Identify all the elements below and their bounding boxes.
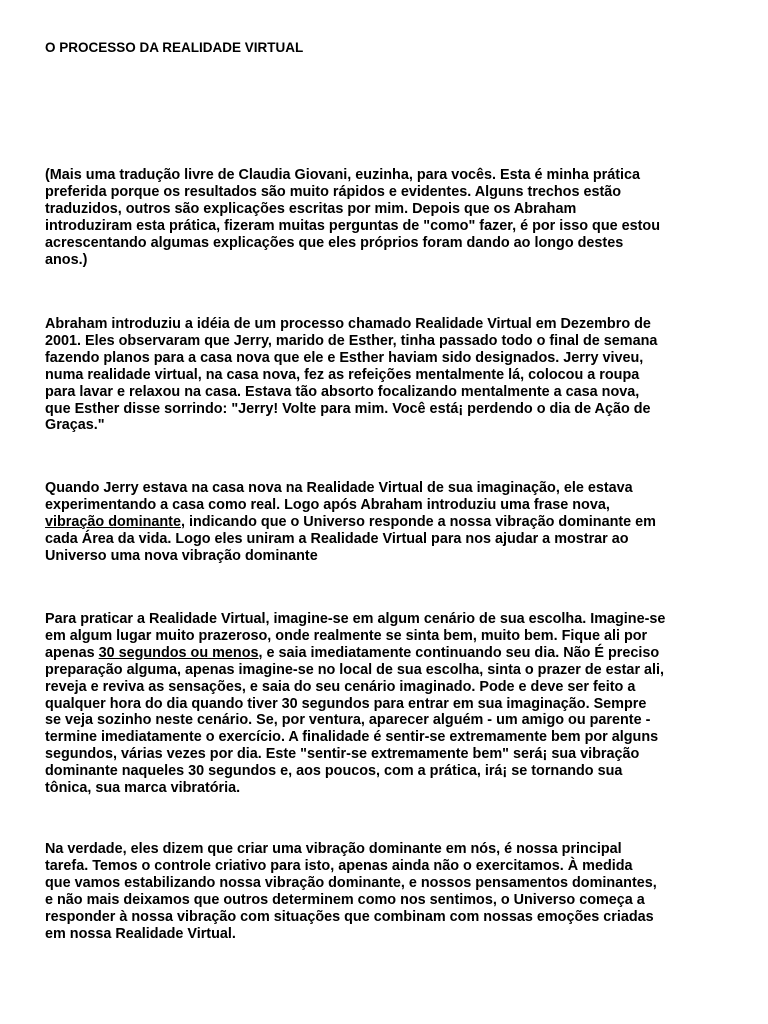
text-fragment: , e saia imediatamente continuando seu dia. Não É preciso — [258, 644, 660, 661]
text-line: cada Área da vida. Logo eles uniram a Realidade Virtual para nos ajudar a mostrar ao — [45, 530, 629, 547]
practice-paragraph — [45, 611, 725, 797]
underlined-phrase: 30 segundos ou menos — [98, 644, 259, 661]
text-line: Na verdade, eles dizem que criar uma vibração dominante em nós, é nossa principal — [45, 841, 622, 857]
text-line: para lavar e relaxou na casa. Estava tão absorto focalizando mentalmente a casa nova, — [45, 383, 640, 400]
text-line: qualquer hora do dia quando tiver 30 segundos para entrar em sua imaginação. Sempre — [45, 695, 647, 712]
text-fragment: apenas — [45, 644, 99, 661]
text-line: Quando Jerry estava na casa nova na Realidade Virtual de sua imaginação, ele estava — [45, 480, 633, 496]
text-line: preferida porque os resultados são muito rápidos e evidentes. Alguns trechos estão — [45, 183, 622, 200]
text-line: responder à nossa vibração com situações que combinam com nossas emoções criadas — [45, 908, 654, 925]
text-line: e não mais deixamos que outros determinem como nos sentimos, o Universo começa a — [45, 891, 645, 908]
text-fragment: , indicando que o Universo responde a nossa vibração dominante em — [180, 513, 656, 530]
text-line: fazendo planos para a casa nova que ele e Esther haviam sido designados. Jerry viveu, — [45, 349, 644, 366]
text-line: experimentando a casa como real. Logo após Abraham introduziu uma frase nova, — [45, 496, 610, 513]
text-line: termine imediatamente o exercício. A finalidade é sentir-se extremamente bem por alguns — [45, 729, 659, 746]
text-line: dominante naqueles 30 segundos e, aos poucos, com a prática, irá¡ se tornando sua — [45, 763, 623, 780]
text-line: preparação alguma, apenas imagine-se no local de sua escolha, sinta o prazer de estar ali, — [45, 661, 665, 678]
text-line: que vamos estabilizando nossa vibração dominante, e nossos pensamentos dominantes, — [45, 874, 657, 891]
text-line: acrescentando algumas explicações que eles próprios foram dando ao longo destes — [45, 234, 624, 251]
text-line: numa realidade virtual, na casa nova, fez as refeições mentalmente lá, colocou a roupa — [45, 366, 640, 383]
text-line: se veja sozinho neste cenário. Se, por ventura, aparecer alguém - um amigo ou parente - — [45, 712, 651, 729]
text-line: reveja e reviva as sensações, e saia do seu cenário imaginado. Pode e deve ser feito a — [45, 678, 636, 695]
text-line: (Mais uma tradução livre de Claudia Giovani, euzinha, para vocês. Esta é minha prática — [45, 167, 641, 183]
text-line: anos.) — [45, 251, 88, 268]
text-line: Para praticar a Realidade Virtual, imagine-se em algum cenário de sua escolha. Imagine-se — [45, 611, 666, 627]
text-line — [45, 645, 725, 662]
page-title: O PROCESSO DA REALIDADE VIRTUAL — [45, 40, 304, 55]
text-line: em algum lugar muito prazeroso, onde realmente se sinta bem, muito bem. Fique ali por — [45, 627, 648, 644]
text-line: segundos, várias vezes por dia. Este "sentir-se extremamente bem" será¡ sua vibração — [45, 746, 640, 763]
conclusion-paragraph — [45, 841, 725, 942]
intro-paragraph — [45, 167, 725, 268]
text-line — [45, 514, 725, 531]
text-line: Abraham introduziu a idéia de um processo chamado Realidade Virtual em Dezembro de — [45, 316, 651, 332]
text-line: traduzidos, outros são explicações escritas por mim. Depois que os Abraham — [45, 200, 577, 217]
text-line: tarefa. Temos o controle criativo para isto, apenas ainda não o exercitamos. À medida — [45, 857, 633, 874]
text-line: tônica, sua marca vibratória. — [45, 780, 241, 797]
underlined-phrase: vibração dominante — [45, 513, 181, 530]
abraham-paragraph — [45, 316, 725, 434]
text-line: Universo uma nova vibração dominante — [45, 547, 318, 564]
text-line: introduziram esta prática, fizeram muitas perguntas de "como" fazer, é por isso que estou — [45, 217, 661, 234]
text-line: que Esther disse sorrindo: "Jerry! Volte para mim. Você está¡ perdendo o dia de Ação de — [45, 400, 651, 417]
text-line: 2001. Eles observaram que Jerry, marido de Esther, tinha passado todo o final de semana — [45, 332, 658, 349]
text-line: em nossa Realidade Virtual. — [45, 925, 236, 942]
text-line: Graças." — [45, 417, 105, 434]
jerry-paragraph — [45, 480, 725, 565]
